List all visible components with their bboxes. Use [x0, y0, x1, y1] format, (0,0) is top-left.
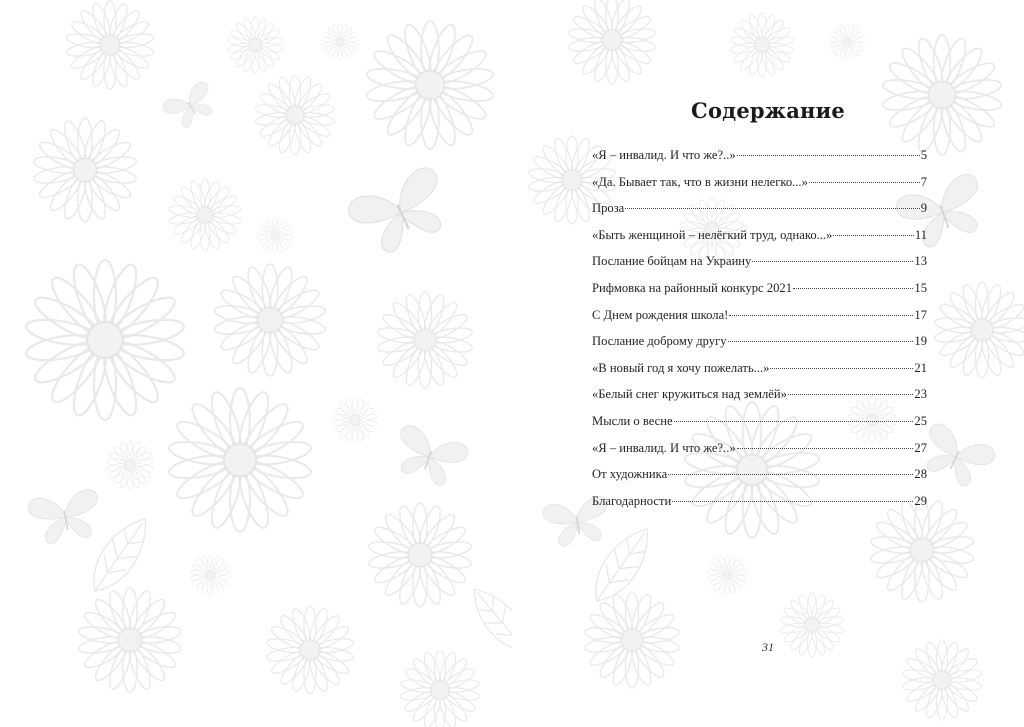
toc-entry-title: «Я – инвалид. И что же?..»	[592, 148, 736, 162]
toc-dot-leader	[729, 315, 913, 316]
toc-entry[interactable]	[592, 331, 927, 358]
toc-entry-page: 19	[914, 334, 927, 349]
toc-dot-leader	[737, 448, 914, 449]
page-number: 31	[762, 640, 774, 654]
toc-dot-leader	[672, 501, 913, 502]
toc-entry-page: 13	[914, 254, 927, 269]
toc-entry[interactable]	[592, 225, 927, 252]
toc-dot-leader	[752, 261, 913, 262]
toc-entry[interactable]	[592, 172, 927, 199]
toc-dot-leader	[793, 288, 913, 289]
toc-entry-page: 25	[914, 413, 927, 428]
toc-entry[interactable]	[592, 491, 927, 518]
toc-entry-page: 27	[914, 440, 927, 455]
toc-entry-title: С Днем рождения школа!	[592, 307, 729, 322]
toc-entry-title: Проза	[592, 201, 625, 216]
toc-entry-title: От художника	[592, 467, 668, 482]
toc-dot-leader	[737, 155, 920, 156]
toc-entry-page: 28	[914, 467, 927, 482]
toc-entry-title: «Я – инвалид. И что же?..»	[592, 440, 736, 455]
toc-entry-title: Послание бойцам на Украину	[592, 254, 752, 269]
toc-entry[interactable]	[592, 411, 927, 438]
toc-entry-title: Рифмовка на районный конкурс 2021	[592, 280, 792, 295]
toc-entry-title: «Белый снег кружиться над землёй»	[592, 387, 787, 402]
toc-entry[interactable]	[592, 198, 927, 225]
right-page	[512, 0, 1024, 727]
toc-entry-page: 21	[914, 360, 927, 375]
toc-entry[interactable]	[592, 251, 927, 278]
toc-entry-title: «Быть женщиной – нелёгкий труд, однако...»	[592, 227, 833, 242]
toc-dot-leader	[674, 421, 914, 422]
toc-entry-page: 9	[920, 201, 927, 216]
toc-entry[interactable]	[592, 384, 927, 411]
toc-entry[interactable]	[592, 358, 927, 385]
toc-entry-page: 7	[920, 174, 927, 189]
toc-dot-leader	[668, 474, 913, 475]
toc-entry[interactable]	[592, 145, 927, 172]
toc-dot-leader	[728, 341, 914, 342]
toc-entry-page: 23	[914, 387, 927, 402]
toc-dot-leader	[625, 208, 919, 209]
toc-entry-page: 29	[914, 493, 927, 508]
toc-entry-title: Мысли о весне	[592, 413, 673, 428]
toc-dot-leader	[809, 182, 920, 183]
toc-entry[interactable]	[592, 305, 927, 332]
toc-dot-leader	[770, 368, 913, 369]
toc-entry[interactable]	[592, 438, 927, 465]
toc-list	[592, 145, 927, 517]
toc-entry-title: «Да. Бывает так, что в жизни нелегко...»	[592, 174, 808, 189]
toc-entry[interactable]	[592, 278, 927, 305]
toc-entry-page: 17	[914, 307, 927, 322]
toc-title: Содержание	[691, 98, 845, 123]
toc-entry-page: 5	[920, 148, 927, 162]
toc-entry-title: «В новый год я хочу пожелать...»	[592, 360, 770, 375]
toc-dot-leader	[788, 394, 913, 395]
toc-entry-page: 11	[914, 227, 927, 242]
toc-entry[interactable]	[592, 464, 927, 491]
toc-dot-leader	[833, 235, 914, 236]
toc-entry-title: Благодарности	[592, 493, 672, 508]
toc-entry-page: 15	[914, 280, 927, 295]
toc-entry-title: Послание доброму другу	[592, 334, 727, 349]
